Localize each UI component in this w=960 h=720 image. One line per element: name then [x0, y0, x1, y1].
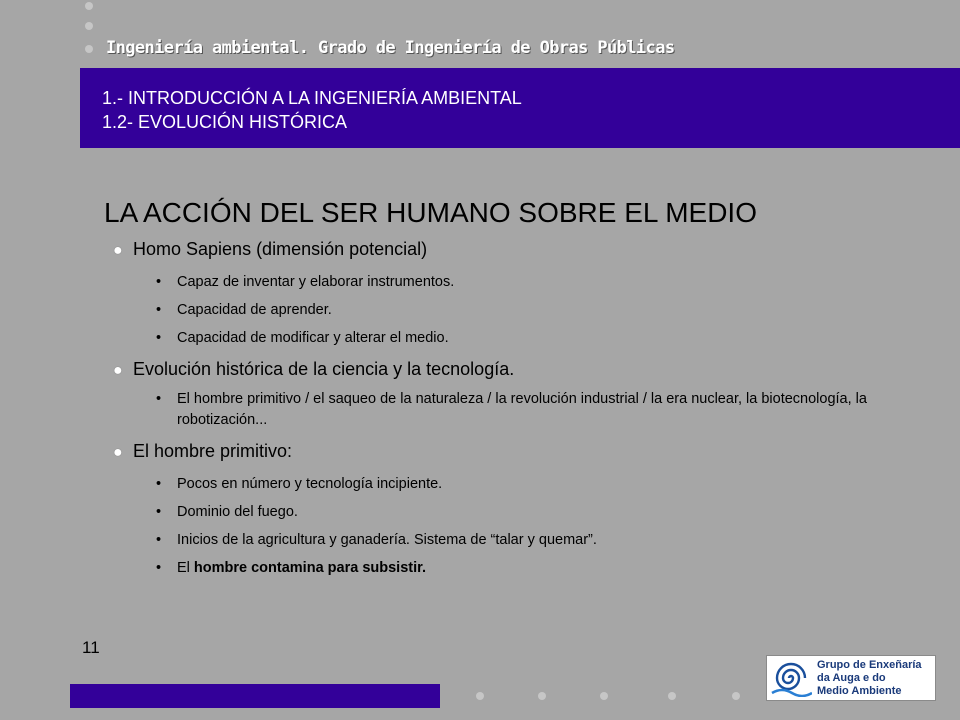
decor-dot [732, 692, 740, 700]
list-item [156, 530, 930, 551]
list-item [156, 389, 930, 431]
list-item [156, 328, 930, 349]
logo-text [817, 659, 922, 698]
list-item-text: Capacidad de modificar y alterar el medio. [177, 330, 449, 346]
list-item [156, 502, 930, 523]
list-item-text [160, 558, 930, 579]
section-title-evolucion [113, 359, 514, 380]
slide-header-bar [80, 68, 960, 148]
bullet-icon: ● [113, 362, 123, 379]
list-item [156, 300, 930, 321]
footer-bar [70, 684, 440, 708]
bullet-icon: • [156, 476, 162, 492]
bullet-icon: • [156, 560, 162, 576]
logo-line-3: Medio Ambiente [817, 685, 902, 697]
header-line-1: 1.- INTRODUCCIÓN A LA INGENIERÍA AMBIENTAL [102, 88, 522, 108]
section-title-label: El hombre primitivo: [133, 441, 293, 461]
page-number: 11 [82, 638, 100, 657]
list-item [156, 474, 930, 495]
list-item [156, 272, 930, 293]
header-line-2: 1.2- EVOLUCIÓN HISTÓRICA [102, 112, 348, 132]
list-item-text: Dominio del fuego. [177, 504, 298, 520]
list-item-text: El hombre primitivo / el saqueo de la naturaleza / la revolución industrial / la era nuclear, la biotecnología, la robotización... [177, 391, 867, 428]
bullet-icon: • [156, 504, 162, 520]
list-item [156, 558, 930, 579]
group-logo [766, 655, 936, 701]
bullet-icon: ● [113, 242, 123, 259]
decor-dot [668, 692, 676, 700]
section-title-hombre-primitivo [113, 441, 292, 462]
bullet-icon: ● [113, 444, 123, 461]
logo-line-2: da Auga e do [817, 672, 886, 684]
list-item-prefix: El [177, 560, 194, 576]
logo-spiral-icon [770, 659, 812, 697]
list-item-text: Inicios de la agricultura y ganadería. Sistema de “talar y quemar”. [177, 532, 597, 548]
section-title-label: Evolución histórica de la ciencia y la tecnología. [133, 359, 515, 379]
decor-dot [85, 22, 93, 30]
list-item-text: Capaz de inventar y elaborar instrumentos. [177, 274, 455, 290]
decor-dot [538, 692, 546, 700]
section-title-homo-sapiens [113, 239, 427, 260]
main-heading: LA ACCIÓN DEL SER HUMANO SOBRE EL MEDIO [104, 197, 757, 228]
list-item-text: Capacidad de aprender. [177, 302, 332, 318]
decor-dot [85, 2, 93, 10]
bullet-icon: • [156, 532, 162, 548]
emphasis-text: hombre contamina para subsistir. [193, 560, 426, 576]
section-title-label: Homo Sapiens (dimensión potencial) [133, 239, 428, 259]
decor-dot [476, 692, 484, 700]
bullet-icon: • [156, 274, 162, 290]
bullet-icon: • [156, 302, 162, 318]
list-item-text: Pocos en número y tecnología incipiente. [177, 476, 443, 492]
logo-line-1: Grupo de Enxeñaría [817, 659, 922, 671]
bullet-icon: • [156, 391, 162, 407]
decor-dot [600, 692, 608, 700]
course-title: Ingeniería ambiental. Grado de Ingeniería de Obras Públicas [106, 38, 675, 58]
decor-dot [85, 45, 93, 53]
bullet-icon: • [156, 330, 162, 346]
